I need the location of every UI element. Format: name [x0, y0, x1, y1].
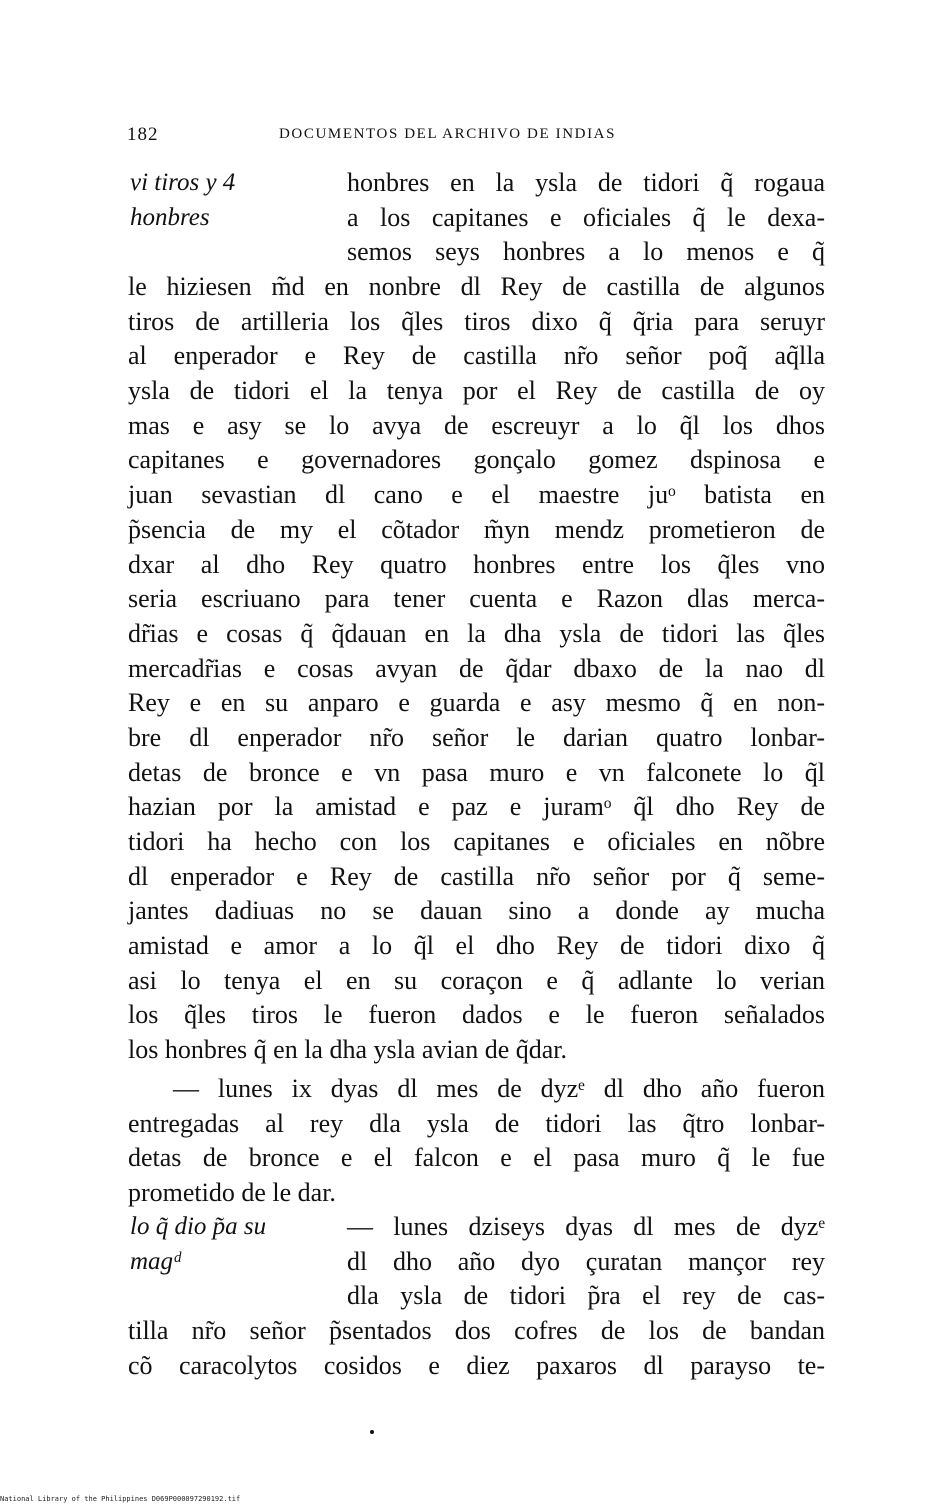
- scan-source-footer: National Library of the Philippines D069P000097290192.tif: [0, 1495, 241, 1503]
- text-line: los q̃les tiros le fueron dados e le fueron señalados: [128, 1000, 825, 1030]
- marginal-note-line: honbres: [130, 203, 210, 231]
- text-line: Rey e en su anparo e guarda e asy mesmo q̃ en non-: [128, 688, 825, 718]
- paragraph-1: [128, 270, 825, 1068]
- text-line: dl enperador e Rey de castilla nr̃o señor por q̃ seme-: [128, 861, 825, 891]
- text-line: semos seys honbres a lo menos e q̃: [347, 237, 825, 267]
- text-line: dr̃ias e cosas q̃ q̃dauan en la dha ysla de tidori las q̃les: [128, 618, 825, 648]
- text-line: — lunes dziseys dyas dl mes de dyzᵉ: [347, 1212, 825, 1241]
- text-line: bre dl enperador nr̃o señor le darian quatro lonbar-: [128, 722, 825, 752]
- text-line: asi lo tenya el en su coraçon e q̃ adlante lo verian: [128, 965, 825, 995]
- text-line: juan sevastian dl cano e el maestre juᵒ batista en: [128, 480, 825, 510]
- text-line: capitanes e governadores gonçalo gomez dspinosa e: [128, 445, 825, 475]
- marginal-note-line: vi tiros y 4: [130, 169, 236, 196]
- marginal-note-line: lo q̃ dio p̃a su: [130, 1213, 267, 1240]
- text-line: p̃sencia de my el cõtador m̃yn mendz prometieron de: [128, 514, 825, 544]
- text-line: ysla de tidori el la tenya por el Rey de castilla de oy: [128, 376, 825, 406]
- text-line: prometido de le dar.: [128, 1178, 336, 1208]
- text-line: — lunes ix dyas dl mes de dyzᵉ dl dho año fueron: [173, 1074, 825, 1103]
- marginal-note-2: [130, 1210, 335, 1279]
- text-line: dxar al dho Rey quatro honbres entre los q̃les vno: [128, 549, 825, 579]
- paragraph-2: [128, 1072, 825, 1211]
- page-header: [127, 124, 827, 154]
- text-line: entregadas al rey dla ysla de tidori las q̃tro lonbar-: [128, 1108, 825, 1138]
- text-line: mercadr̃ias e cosas avyan de q̃dar dbaxo de la nao dl: [128, 653, 825, 683]
- text-line: hazian por la amistad e paz e juramᵒ q̃l dho Rey de: [128, 792, 825, 822]
- text-line: al enperador e Rey de castilla nr̃o señor poq̃ aq̃lla: [128, 341, 825, 371]
- text-line: dla ysla de tidori p̃ra el rey de cas-: [347, 1281, 825, 1311]
- text-line: jantes dadiuas no se dauan sino a donde ay mucha: [128, 896, 825, 926]
- text-line: amistad e amor a lo q̃l el dho Rey de tidori dixo q̃: [128, 931, 825, 961]
- marginal-note-1: [130, 166, 335, 235]
- text-line: detas de bronce e el falcon e el pasa muro q̃ le fue: [128, 1143, 825, 1173]
- text-line: mas e asy se lo avya de escreuyr a lo q̃l los dhos: [128, 410, 825, 440]
- text-line: a los capitanes e oficiales q̃ le dexa-: [347, 202, 825, 232]
- text-line: los honbres q̃ en la dha ysla avian de q̃dar.: [128, 1035, 567, 1065]
- text-line: dl dho año dyo çuratan mançor rey: [347, 1246, 825, 1276]
- text-line: detas de bronce e vn pasa muro e vn falconete lo q̃l: [128, 757, 825, 787]
- paragraph-1-inset: [347, 166, 825, 270]
- text-line: tidori ha hecho con los capitanes e oficiales en nõbre: [128, 827, 825, 856]
- paragraph-3-inset: [347, 1210, 825, 1314]
- page-number: 182: [127, 124, 159, 145]
- text-line: le hiziesen m̃d en nonbre dl Rey de castilla de algunos: [128, 272, 825, 301]
- text-line: seria escriuano para tener cuenta e Razon dlas merca-: [128, 584, 825, 614]
- text-line: honbres en la ysla de tidori q̃ rogaua: [347, 168, 825, 197]
- marginal-note-line: magᵈ: [130, 1247, 181, 1275]
- paragraph-3: [128, 1314, 825, 1383]
- ink-speck: [370, 1430, 374, 1434]
- text-line: tiros de artilleria los q̃les tiros dixo q̃ q̃ria para seruyr: [128, 306, 825, 336]
- running-head: DOCUMENTOS DEL ARCHIVO DE INDIAS: [279, 126, 617, 142]
- text-line: tilla nr̃o señor p̃sentados dos cofres de los de bandan: [128, 1316, 825, 1345]
- text-line: cõ caracolytos cosidos e diez paxaros dl parayso te-: [128, 1350, 825, 1380]
